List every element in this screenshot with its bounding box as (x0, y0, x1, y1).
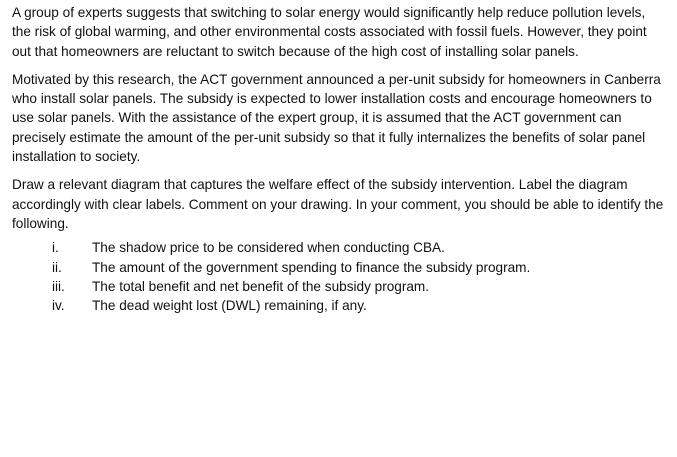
list-item (52, 296, 667, 315)
list-item-text: The amount of the government spending to finance the subsidy program. (92, 259, 531, 275)
list-item (52, 258, 667, 277)
task-paragraph: Draw a relevant diagram that captures the welfare effect of the subsidy intervention. Label the diagram accordingly with clear labels. Comment on your drawing. In your comment, you should be able to identify the following. (12, 177, 664, 231)
list-item-number: iv. (52, 298, 65, 314)
list-item-text: The shadow price to be considered when conducting CBA. (92, 240, 445, 256)
subsidy-paragraph: Motivated by this research, the ACT government announced a per-unit subsidy for homeowners in Canberra who install solar panels. The subsidy is expected to lower installation costs and encourage homeowners to use solar panels. With the assistance of the expert group, it is assumed that the ACT government can precisely estimate the amount of the per-unit subsidy so that it fully internalizes the benefits of solar panel installation to society. (12, 71, 661, 165)
list-item (52, 238, 667, 257)
list-item-text: The dead weight lost (DWL) remaining, if any. (92, 298, 367, 314)
requirements-list (12, 238, 667, 315)
list-item-text: The total benefit and net benefit of the subsidy program. (92, 278, 430, 294)
intro-paragraph: A group of experts suggests that switching to solar energy would significantly help reduce pollution levels, the risk of global warming, and other environmental costs associated with fossil fuels. However, they point out that homeowners are reluctant to switch because of the high cost of installing solar panels. (12, 5, 647, 59)
list-item-number: ii. (52, 259, 62, 275)
list-item-number: i. (52, 240, 59, 256)
list-item-number: iii. (52, 278, 65, 294)
list-item (52, 277, 667, 296)
